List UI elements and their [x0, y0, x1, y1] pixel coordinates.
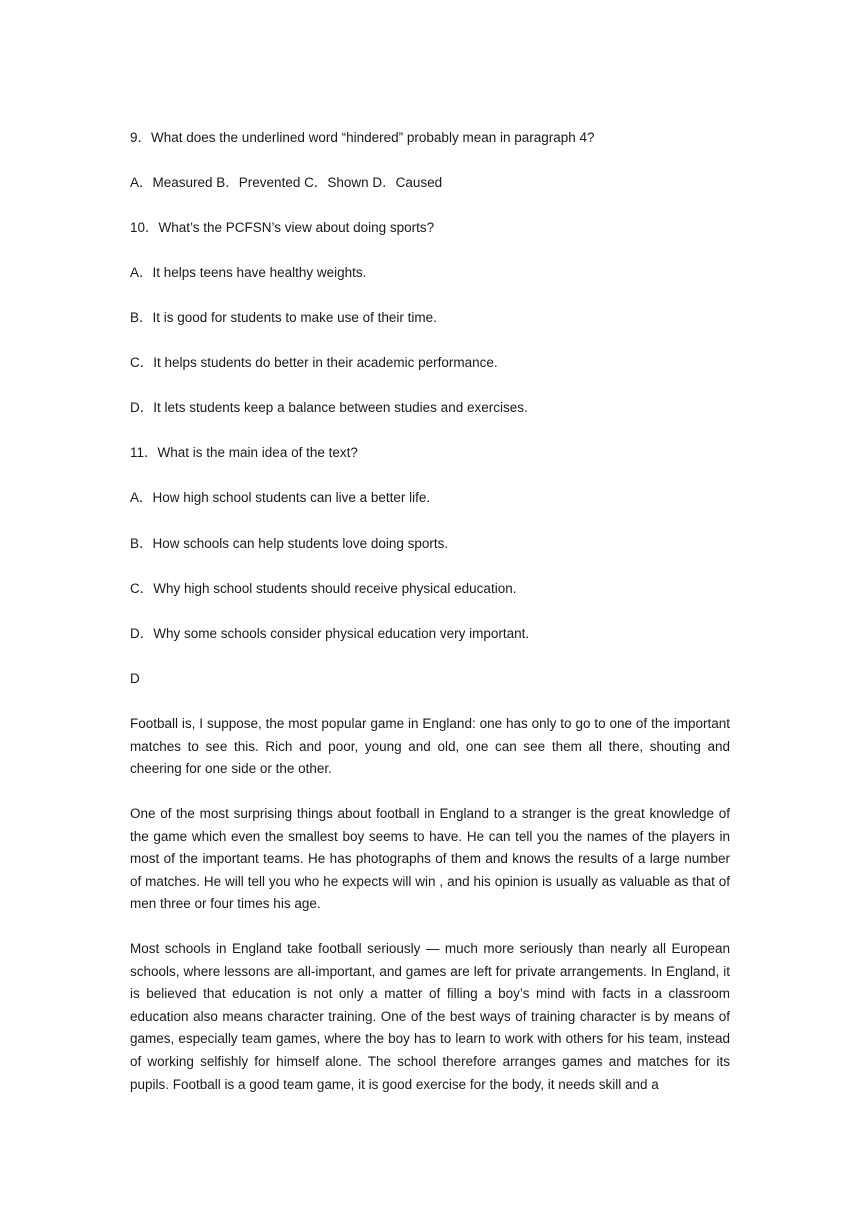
passage-paragraph-2: One of the most surprising things about football in England to a stranger is the great knowledge of the game which even the smallest boy seems to have. He can tell you the names of the players in most of the important teams. He has photographs of them and knows the results of a large number of matches. He will tell you who he expects will win , and his opinion is usually as valuable as that of men three or four times his age.: [130, 806, 730, 912]
question-10-stem: 10．What’s the PCFSN’s view about doing sports?: [130, 220, 435, 235]
passage-paragraph-3: Most schools in England take football seriously — much more seriously than nearly all European schools, where lessons are all-important, and games are left for private arrangements. In England, it is believed that education is not only a matter of filling a boy’s mind with facts in a classroom education also means character training. One of the best ways of training character is by means of games, especially team games, where the boy has to learn to work with others for his team, instead of working selfishly for himself alone. The school therefore arranges games and matches for its pupils. Football is a good team game, it is good exercise for the body, it needs skill and a: [130, 941, 730, 1092]
passage-paragraph-1: Football is, I suppose, the most popular game in England: one has only to go to one of the important matches to see this. Rich and poor, young and old, one can see them all there, shouting and cheering for one side or the other.: [130, 716, 730, 777]
document-page: [130, 0, 730, 1216]
question-9-options: A．Measured B．Prevented C．Shown D．Caused: [130, 175, 443, 190]
question-11-stem: 11．What is the main idea of the text?: [130, 445, 358, 460]
question-10-option-d: D．It lets students keep a balance between studies and exercises.: [130, 400, 528, 415]
question-10-option-c: C．It helps students do better in their academic performance.: [130, 355, 498, 370]
question-9-stem: 9．What does the underlined word “hindered” probably mean in paragraph 4?: [130, 130, 595, 145]
question-11-option-d: D．Why some schools consider physical education very important.: [130, 626, 530, 641]
section-label: D: [130, 671, 140, 686]
question-11-option-a: A．How high school students can live a better life.: [130, 490, 431, 505]
question-11-option-b: B．How schools can help students love doing sports.: [130, 536, 449, 551]
question-10-option-b: B．It is good for students to make use of their time.: [130, 310, 437, 325]
question-11-option-c: C．Why high school students should receive physical education.: [130, 581, 517, 596]
question-10-option-a: A．It helps teens have healthy weights.: [130, 265, 367, 280]
